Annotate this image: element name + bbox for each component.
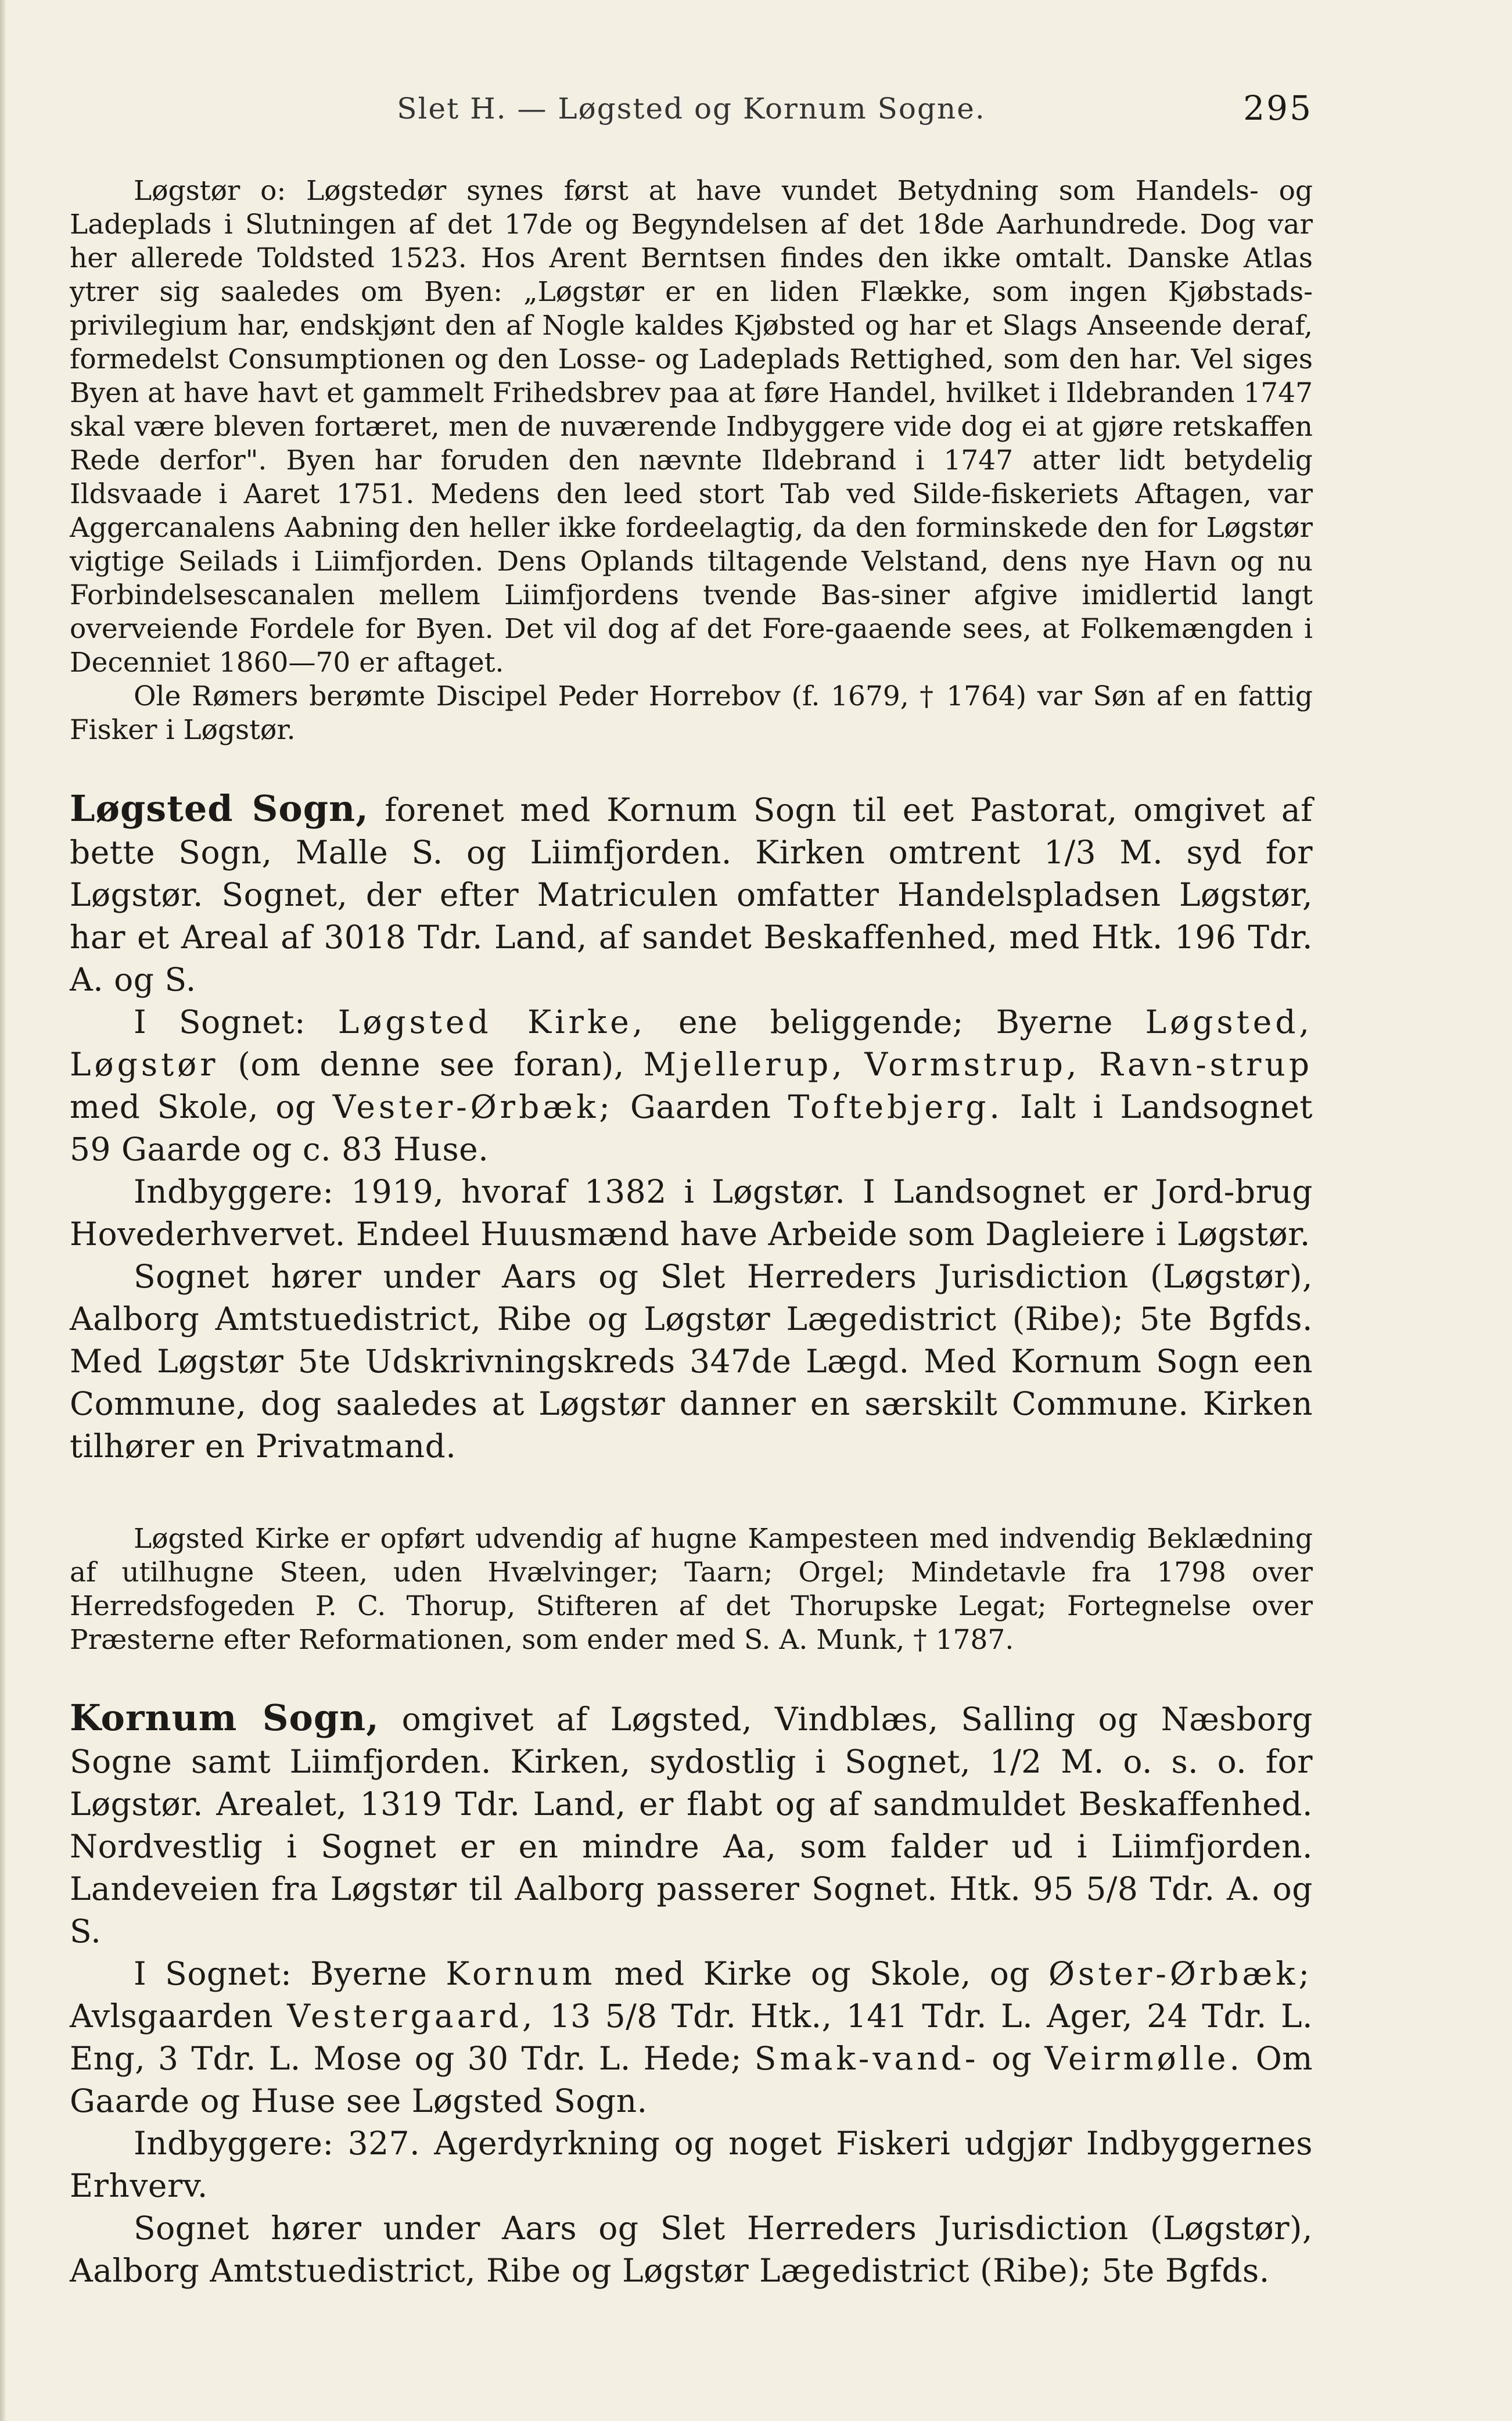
kornum-paragraph-intro <box>70 1697 1313 1953</box>
place-smakvand: Smak-vand- <box>754 2040 979 2077</box>
page-header <box>70 81 1313 134</box>
kornum-paragraph-population: Indbyggere: 327. Agerdyrkning og noget Fiskeri udgjør Indbyggernes Erhverv. <box>70 2125 1313 2204</box>
place-toftebjerg: Toftebjerg. <box>788 1088 1003 1125</box>
logsted-church-note-text: Løgsted Kirke er opført udvendig af hugne Kampesteen med indvendig Beklædning af utilhugne Steen, uden Hvælvinger; Taarn; Orgel; Mindetavle fra 1798 over Herredsfogeden P. C. Thorup, Stifteren af det Thorupske Legat; Fortegnelse over Præsterne efter Reformationen, som ender med S. A. Munk, † 1787. <box>70 1523 1313 1656</box>
places-lead: I Sognet: <box>134 1003 306 1041</box>
intro-paragraph-horrebov: Ole Rømers berømte Discipel Peder Horrebov (f. 1679, † 1764) var Søn af en fattig Fisker i Løgstør. <box>70 680 1313 746</box>
kornum-section <box>70 1697 1313 2292</box>
kornum-places-text-b: Avlsgaarden <box>70 1997 274 2035</box>
kornum-paragraph-jurisdiction: Sognet hører under Aars og Slet Herreders Jurisdiction (Løgstør), Aalborg Amtstuedistrict, Ribe og Løgstør Lægedistrict (Ribe); 5te Bgfds. <box>70 2210 1313 2289</box>
place-ravnstrup: Ravn-strup <box>1099 1046 1313 1083</box>
places-text-e: Ialt i Landsognet 59 Gaarde og c. 83 Huse. <box>70 1088 1313 1168</box>
running-title: Slet H. — Løgsted og Kornum Sogne. <box>397 92 986 125</box>
logsted-paragraph-population: Indbyggere: 1919, hvoraf 1382 i Løgstør. I Landsognet er Jord-brug Hovederhvervet. Endeel Huusmænd have Arbeide som Dagleiere i Løgstør. <box>70 1173 1313 1253</box>
logsted-paragraph-places <box>70 1001 1313 1171</box>
place-vormstrup: Vormstrup, <box>864 1046 1080 1083</box>
kornum-places-lead: I Sognet: Byerne <box>134 1955 428 1992</box>
logsted-paragraph-intro <box>70 787 1313 1001</box>
place-kornum: Kornum <box>446 1955 596 1992</box>
intro-section <box>70 174 1313 747</box>
place-logstor: Løgstør <box>70 1046 219 1083</box>
logsted-intro-text: forenet med Kornum Sogn til eet Pastorat, omgivet af bette Sogn, Malle S. og Liimfjorden. Kirken omtrent 1/3 M. syd for Løgstør. Sognet, der efter Matriculen omfatter Handelspladsen Løgstør, har et Areal af 3018 Tdr. Land, af sandet Beskaffenhed, med Htk. 196 Tdr. A. og S. <box>70 791 1313 998</box>
logsted-section <box>70 787 1313 1468</box>
kornum-intro-text: omgivet af Løgsted, Vindblæs, Salling og Næsborg Sogne samt Liimfjorden. Kirken, sydostlig i Sognet, 1/2 M. o. s. o. for Løgstør. Arealet, 1319 Tdr. Land, er flabt og af sandmuldet Beskaffenhed. Nordvestlig i Sognet er en mindre Aa, som falder ud i Liimfjorden. Landeveien fra Løgstør til Aalborg passerer Sognet. Htk. 95 5/8 Tdr. A. og S. <box>70 1701 1313 1950</box>
kornum-places-text-e: Om Gaarde og Huse see Løgsted Sogn. <box>70 2040 1313 2119</box>
place-logsted: Løgsted, <box>1145 1003 1313 1041</box>
logsted-heading: Løgsted Sogn, <box>70 787 369 830</box>
kornum-heading: Kornum Sogn, <box>70 1697 379 1739</box>
places-text-d: Gaarden <box>630 1088 771 1125</box>
place-mjellerup: Mjellerup, <box>643 1046 846 1083</box>
place-logsted-kirke: Løgsted Kirke, <box>337 1003 647 1041</box>
page-number: 295 <box>1243 88 1313 128</box>
intro-paragraph-history: Løgstør o: Løgstedør synes først at have vundet Betydning som Handels- og Ladeplads i Slutningen af det 17de og Begyndelsen af det 18de Aarhundrede. Dog var her allerede Toldsted 1523. Hos Arent Berntsen findes den ikke omtalt. Danske Atlas ytrer sig saaledes om Byen: „Løgstør er en liden Flække, som ingen Kjøbstads-privilegium har, endskjønt den af Nogle kaldes Kjøbsted og har et Slags Anseende deraf, formedelst Consumptionen og den Losse- og Ladeplads Rettighed, som den har. Vel siges Byen at have havt et gammelt Frihedsbrev paa at føre Handel, hvilket i Ildebranden 1747 skal være bleven fortæret, men de nuværende Indbyggere vide dog ei at gjøre retskaffen Rede derfor". Byen har foruden den nævnte Ildebrand i 1747 atter lidt betydelig Ildsvaade i Aaret 1751. Medens den leed stort Tab ved Silde-fiskeriets Aftagen, var Aggercanalens Aabning den heller ikke fordeelagtig, da den forminskede den for Løgstør vigtige Seilads i Liimfjorden. Dens Oplands tiltagende Velstand, dens nye Havn og nu Forbindelsescanalen mellem Liimfjordens tvende Bas-siner afgive imidlertid langt overveiende Fordele for Byen. Det vil dog af det Fore-gaaende sees, at Folkemængden i Decenniet 1860—70 er aftaget. <box>70 175 1313 679</box>
logsted-paragraph-jurisdiction: Sognet hører under Aars og Slet Herreders Jurisdiction (Løgstør), Aalborg Amtstuedistrict, Ribe og Løgstør Lægedistrict (Ribe); 5te Bgfds. Med Løgstør 5te Udskrivningskreds 347de Lægd. Med Kornum Sogn een Commune, dog saaledes at Løgstør danner en særskilt Commune. Kirken tilhører en Privatmand. <box>70 1258 1313 1465</box>
kornum-places-text-c: 13 5/8 Tdr. Htk., 141 Tdr. L. Ager, 24 Tdr. L. Eng, 3 Tdr. L. Mose og 30 Tdr. L. Hede; <box>70 1997 1313 2077</box>
place-vester-orbaek: Vester-Ørbæk; <box>332 1088 613 1125</box>
places-text-a: ene beliggende; Byerne <box>678 1003 1113 1041</box>
places-text-b: (om denne see foran), <box>238 1046 624 1083</box>
kornum-paragraph-places <box>70 1953 1313 2122</box>
kornum-places-text-d: og <box>992 2040 1032 2077</box>
place-oster-orbaek: Øster-Ørbæk; <box>1048 1955 1313 1992</box>
places-text-c: med Skole, og <box>70 1088 316 1125</box>
kornum-places-text-a: med Kirke og Skole, og <box>614 1955 1030 1992</box>
page-edge <box>0 0 6 2421</box>
logsted-church-note <box>70 1522 1313 1657</box>
place-vestergaard: Vestergaard, <box>287 1997 536 2035</box>
place-veirmolle: Veirmølle. <box>1044 2040 1243 2077</box>
